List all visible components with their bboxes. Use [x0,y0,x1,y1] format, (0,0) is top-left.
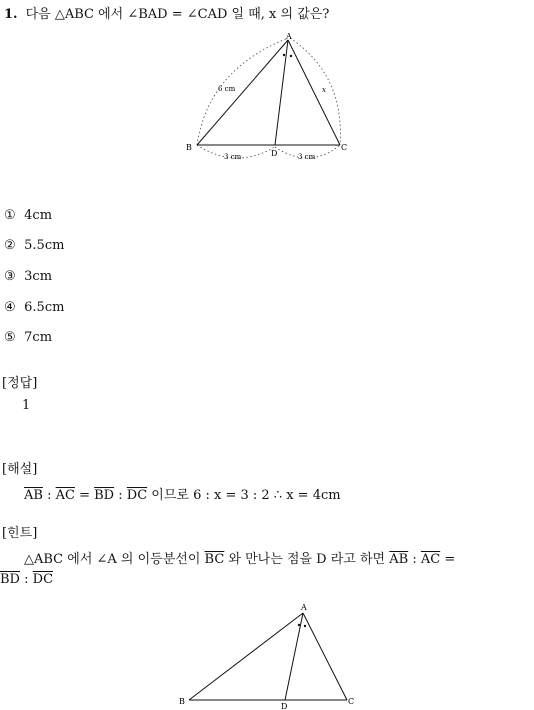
hint-line-2 [0,572,53,587]
equals-sign: = [74,488,95,503]
side-ab [197,40,288,145]
option-5-text: 7cm [24,330,53,345]
label-ab-length: 6 cm [218,85,236,93]
angle-mark-1 [283,54,285,56]
answer-heading: [정답] [2,376,38,391]
triangle-figure-1 [180,30,360,166]
explanation-rest: 이므로 6 : x = 3 : 2 ∴ x = 4cm [147,488,341,503]
question-text: 다음 △ABC 에서 ∠BAD = ∠CAD 일 때, x 의 값은? [25,7,330,22]
label-c: C [348,697,355,706]
option-3-mark: ③ [4,269,16,284]
ratio-sep: : [408,552,421,567]
segment-ab: $\overline{AB}$ [389,552,409,567]
hint-pre: △ABC 에서 ∠A 의 이등분선이 [24,552,205,567]
side-ab [189,613,303,700]
angle-mark-2 [304,625,306,627]
angle-mark-1 [298,624,300,626]
segment-dc: $\overline{DC}$ [126,488,148,503]
question-number: 1. [4,7,18,22]
angle-mark-2 [290,55,292,57]
option-3[interactable] [4,269,52,284]
explanation-text [24,484,341,503]
segment-ac: $\overline{AC}$ [420,552,441,567]
label-bd-length: 3 cm [224,153,242,161]
option-4-mark: ④ [4,300,16,315]
label-d: D [271,149,278,158]
option-2-text: 5.5cm [24,238,65,253]
option-3-text: 3cm [24,269,53,284]
option-5-mark: ⑤ [4,330,16,345]
label-a: A [301,603,307,612]
bisector-ad [275,40,288,145]
side-ac [303,613,347,700]
option-1-mark: ① [4,208,16,223]
label-b: B [179,697,185,706]
equals-sign: = [440,552,456,567]
option-4[interactable] [4,300,64,315]
triangle-figure-2 [175,598,365,710]
option-4-text: 6.5cm [24,300,65,315]
question-line [4,3,329,22]
option-2[interactable] [4,238,64,253]
ratio-sep: : [19,572,33,587]
label-c: C [341,143,348,152]
label-dc-length: 3 cm [298,153,316,161]
segment-bd: $\overline{BD}$ [0,572,20,587]
answer-value: 1 [22,398,31,413]
side-ac [288,40,340,145]
label-ac-length: x [322,86,326,94]
hint-mid: 와 만나는 점을 D 라고 하면 [224,552,390,567]
option-1[interactable] [4,208,52,223]
label-b: B [186,143,192,152]
arc-ac [290,38,340,145]
segment-dc: $\overline{DC}$ [32,572,54,587]
ratio-sep: : [114,488,127,503]
option-1-text: 4cm [24,208,53,223]
hint-heading: [힌트] [2,526,38,541]
label-d: D [281,702,288,710]
explanation-heading: [해설] [2,462,38,477]
segment-bc: $\overline{BC}$ [204,552,225,567]
bisector-ad [285,613,303,700]
ratio-sep: : [42,488,56,503]
option-2-mark: ② [4,238,16,253]
segment-bd: $\overline{BD}$ [94,488,115,503]
hint-line-1 [24,548,455,567]
label-a: A [286,32,292,41]
segment-ac: $\overline{AC}$ [55,488,75,503]
option-5[interactable] [4,330,52,345]
segment-ab: $\overline{AB}$ [24,488,43,503]
